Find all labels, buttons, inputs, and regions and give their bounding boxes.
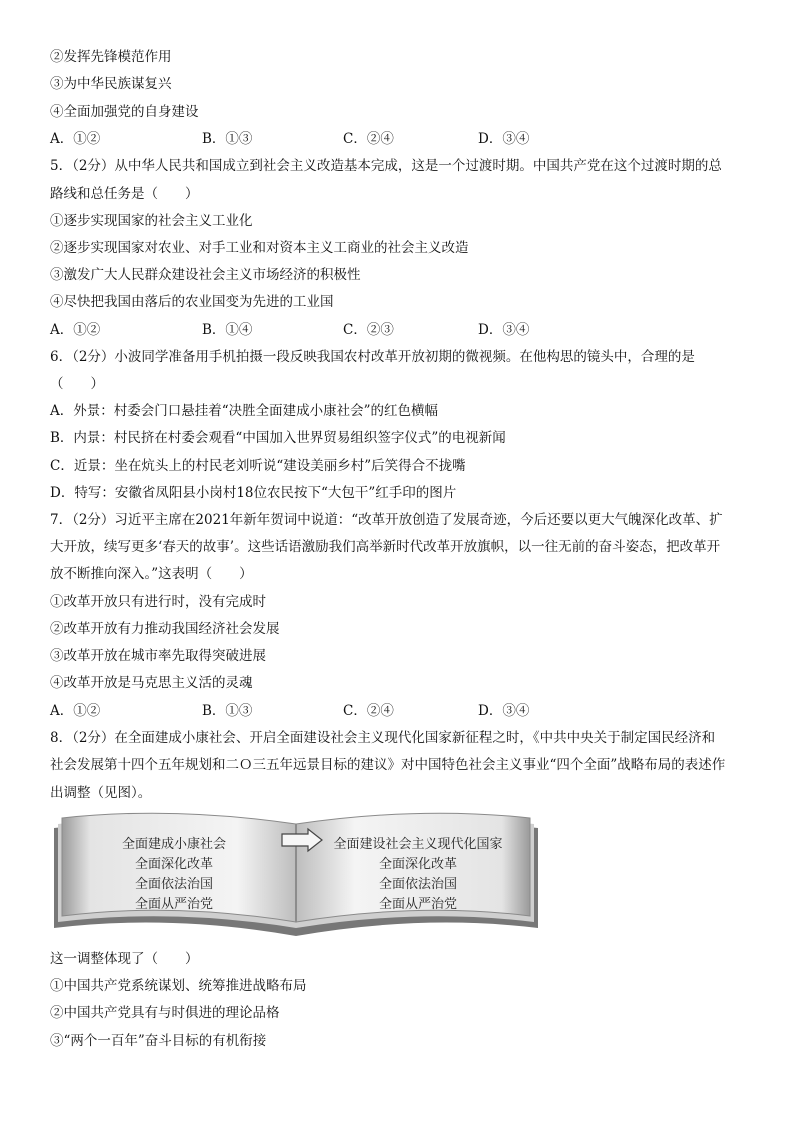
- q5-option-b: B．①④: [202, 322, 253, 338]
- left-page-line-1: 全面建成小康社会: [121, 837, 227, 852]
- right-page-line-3: 全面依法治国: [378, 877, 458, 892]
- q8-after-figure: 这一调整体现了（ ）: [50, 951, 199, 967]
- right-page-line-1: 全面建设社会主义现代化国家: [333, 837, 503, 852]
- q7-item-4: ④改革开放是马克思主义活的灵魂: [50, 675, 253, 691]
- q5-stem-line-2: 路线和总任务是（ ）: [50, 186, 199, 202]
- q7-item-3: ③改革开放在城市率先取得突破进展: [50, 648, 266, 664]
- open-book-figure: [50, 810, 542, 938]
- q7-option-a: A．①②: [50, 703, 101, 719]
- q7-item-2: ②改革开放有力推动我国经济社会发展: [50, 621, 280, 637]
- q8-item-2: ②中国共产党具有与时俱进的理论品格: [50, 1005, 280, 1021]
- right-page-line-4: 全面从严治党: [378, 897, 458, 912]
- left-page-line-3: 全面依法治国: [134, 877, 214, 892]
- q8-stem-line-3: 出调整（见图）。: [50, 785, 152, 801]
- q6-choice-c: C．近景：坐在炕头上的村民老刘听说“建设美丽乡村”后笑得合不拢嘴: [50, 458, 466, 474]
- q4-item-4: ④全面加强党的自身建设: [50, 104, 199, 120]
- q4-option-c: C．②④: [343, 131, 394, 147]
- q7-option-b: B．①③: [202, 703, 253, 719]
- q5-item-1: ①逐步实现国家的社会主义工业化: [50, 213, 253, 229]
- q8-stem-line-1: 8．（2分）在全面建成小康社会、开启全面建设社会主义现代化国家新征程之时，《中共中央关于制定国民经济和: [50, 730, 716, 746]
- q5-item-4: ④尽快把我国由落后的农业国变为先进的工业国: [50, 294, 334, 310]
- left-page-line-4: 全面从严治党: [134, 897, 214, 912]
- q7-stem-line-2: 大开放，续写更多‘春天的故事’。这些话语激励我们高举新时代改革开放旗帜，以一往无前的奋斗姿态，把改革开: [50, 539, 721, 555]
- q4-option-a: A．①②: [50, 131, 101, 147]
- q5-item-2: ②逐步实现国家对农业、对手工业和对资本主义工商业的社会主义改造: [50, 240, 469, 256]
- q5-item-3: ③激发广大人民群众建设社会主义市场经济的积极性: [50, 267, 361, 283]
- q6-stem-line-1: 6．（2分）小波同学准备用手机拍摄一段反映我国农村改革开放初期的微视频。在他构思的镜头中，合理的是: [50, 349, 695, 365]
- q8-item-1: ①中国共产党系统谋划、统筹推进战略布局: [50, 978, 307, 994]
- q5-option-d: D．③④: [478, 322, 530, 338]
- q7-options: [50, 702, 750, 720]
- q5-stem-line-1: 5．（2分）从中华人民共和国成立到社会主义改造基本完成，这是一个过渡时期。中国共产党在这个过渡时期的总: [50, 158, 722, 174]
- q5-option-c: C．②③: [343, 322, 394, 338]
- q4-option-d: D．③④: [478, 131, 530, 147]
- q4-item-3: ③为中华民族谋复兴: [50, 76, 172, 92]
- q6-choice-d: D．特写：安徽省凤阳县小岗村18位农民按下“大包干”红手印的图片: [50, 485, 457, 501]
- q5-options: [50, 321, 750, 339]
- q6-choice-a: A．外景：村委会门口悬挂着“决胜全面建成小康社会”的红色横幅: [50, 403, 439, 419]
- q7-item-1: ①改革开放只有进行时，没有完成时: [50, 594, 266, 610]
- q5-option-a: A．①②: [50, 322, 101, 338]
- q8-item-3: ③“两个一百年”奋斗目标的有机衔接: [50, 1033, 267, 1049]
- q7-option-d: D．③④: [478, 703, 530, 719]
- q7-stem-line-3: 放不断推向深入。”这表明（ ）: [50, 566, 253, 582]
- left-page-line-2: 全面深化改革: [134, 857, 214, 872]
- q7-option-c: C．②④: [343, 703, 394, 719]
- q4-options: [50, 130, 750, 148]
- right-page-line-2: 全面深化改革: [378, 857, 458, 872]
- q6-stem-line-2: （ ）: [50, 376, 104, 392]
- q8-stem-line-2: 社会发展第十四个五年规划和二Ｏ三五年远景目标的建议》对中国特色社会主义事业“四个全面”战略布局的表述作: [50, 757, 726, 773]
- q7-stem-line-1: 7．（2分）习近平主席在2021年新年贺词中说道：“改革开放创造了发展奇迹，今后还要以更大气魄深化改革、扩: [50, 512, 723, 528]
- q6-choice-b: B．内景：村民挤在村委会观看“中国加入世界贸易组织签字仪式”的电视新闻: [50, 430, 506, 446]
- q4-option-b: B．①③: [202, 131, 253, 147]
- q4-item-2: ②发挥先锋模范作用: [50, 49, 172, 65]
